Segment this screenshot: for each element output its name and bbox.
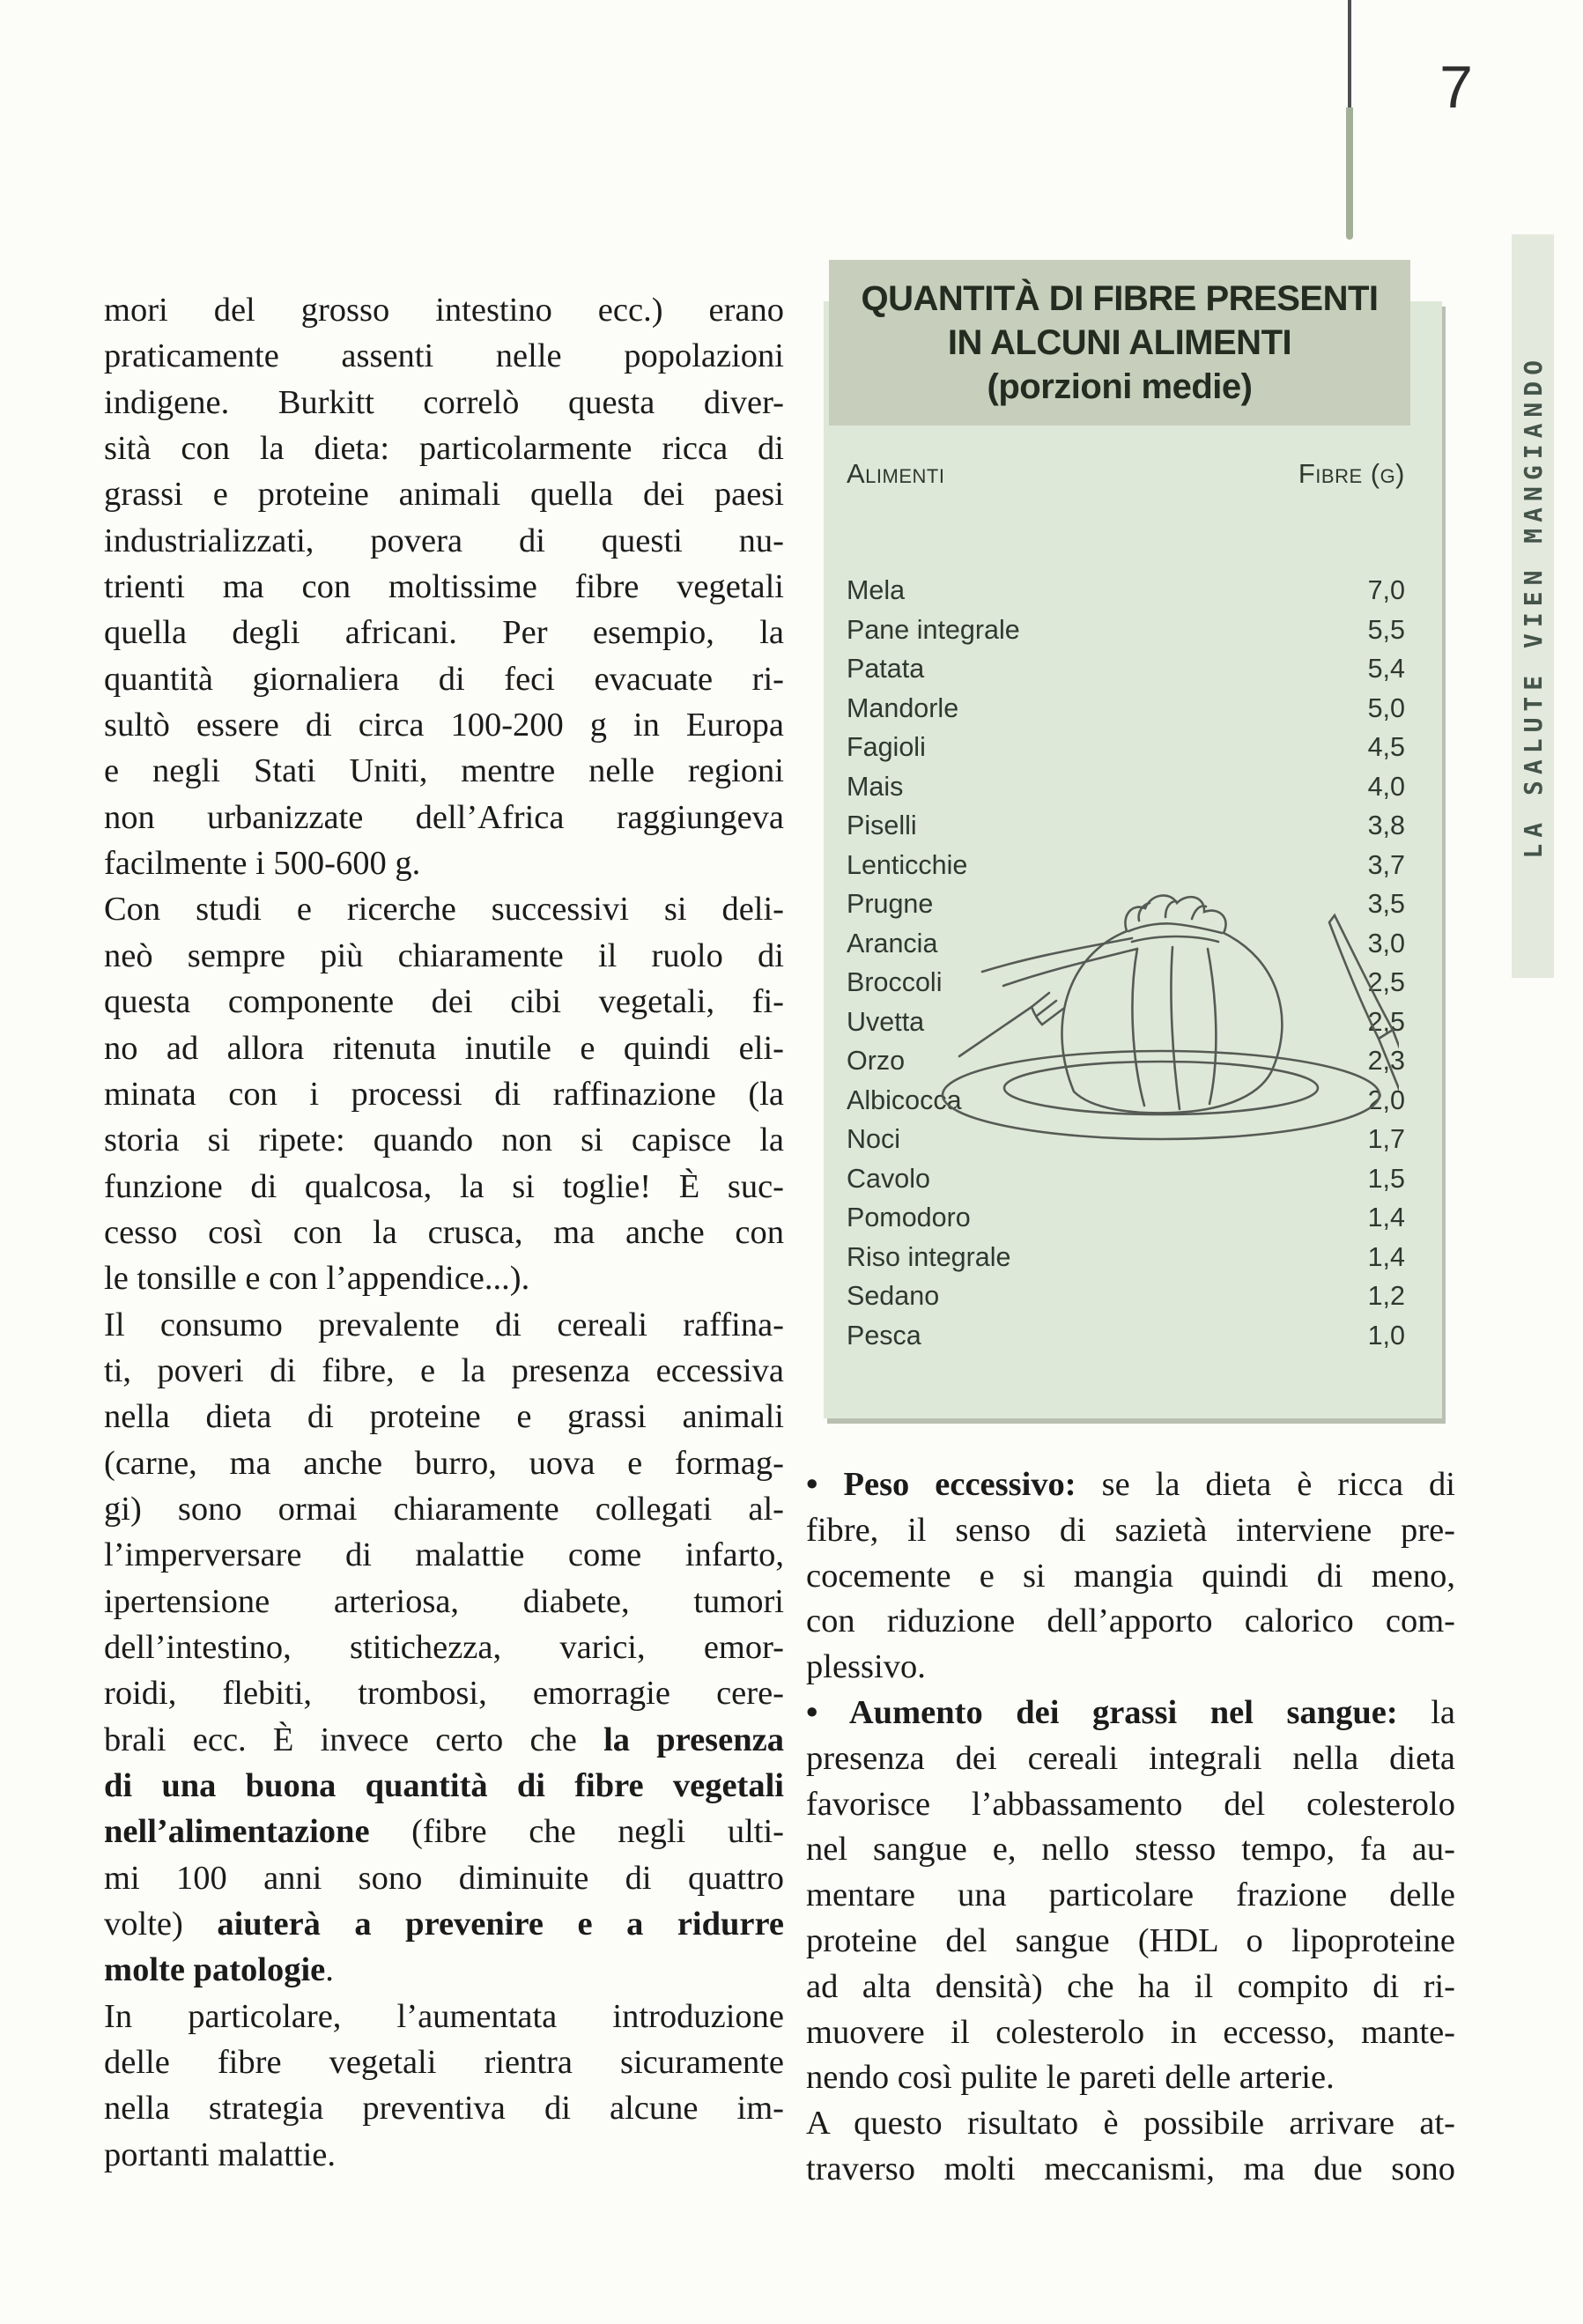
text-line: indigene. Burkitt correlò questa diver- (104, 383, 784, 421)
text-line: traverso molti meccanismi, ma due sono (806, 2150, 1455, 2187)
food-name: Sedano (847, 1281, 940, 1311)
food-name: Lenticchie (847, 849, 968, 880)
top-divider-dark (1348, 0, 1351, 113)
text-line: mentare una particolare frazione delle (806, 1876, 1455, 1914)
table-row (847, 1159, 1405, 1199)
text-line: quantità giornaliera di feci evacuate ri- (104, 660, 784, 698)
text-line: Il consumo prevalente di cereali raffina- (104, 1306, 784, 1343)
text-line: sultò essere di circa 100-200 g in Europa (104, 707, 784, 744)
fiber-value: 4,5 (1367, 732, 1405, 762)
fiber-value: 4,0 (1367, 771, 1405, 802)
table-row (847, 689, 1405, 729)
table-title-line: IN ALCUNI ALIMENTI (947, 323, 1292, 362)
fiber-value: 1,2 (1367, 1281, 1405, 1311)
table-row (847, 728, 1405, 767)
fiber-value: 1,4 (1367, 1203, 1405, 1232)
text-line: gi) sono ormai chiaramente collegati al- (104, 1490, 784, 1528)
text-line: funzione di qualcosa, la si toglie! È suc- (104, 1167, 784, 1205)
text-line: roidi, flebiti, trombosi, emorragie cere- (104, 1675, 784, 1713)
text-line: quella degli africani. Per esempio, la (104, 614, 784, 652)
text-line: le tonsille e con l’appendice...). (104, 1260, 530, 1298)
text-line: non urbanizzate dell’Africa raggiungeva (104, 798, 784, 836)
text-line: sità con la dieta: particolarmente ricca di (104, 430, 784, 468)
text-line: plessivo. (806, 1648, 926, 1686)
food-name: Pomodoro (847, 1203, 971, 1232)
text-line: (carne, ma anche burro, uova e formag- (104, 1444, 784, 1482)
fiber-value: 3,0 (1367, 928, 1405, 958)
fiber-value: 5,4 (1367, 654, 1405, 684)
fiber-value: 2,0 (1367, 1084, 1405, 1115)
text-line: brali ecc. È invece certo che la presenza (104, 1721, 784, 1758)
food-name: Noci (847, 1124, 901, 1154)
text-line: A questo risultato è possibile arrivare at- (806, 2105, 1455, 2143)
fiber-value: 3,7 (1367, 849, 1405, 880)
food-name: Patata (847, 654, 925, 684)
fiber-table-box (824, 279, 1442, 1418)
text-line: dell’intestino, stitichezza, varici, emor- (104, 1628, 784, 1666)
text-line: questa componente dei cibi vegetali, fi- (104, 983, 784, 1021)
text-line: nell’alimentazione (fibre che negli ulti- (104, 1813, 784, 1851)
text-line: portanti malattie. (104, 2135, 336, 2173)
text-line: nella strategia preventiva di alcune im- (104, 2090, 784, 2128)
text-line: • Aumento dei grassi nel sangue: la (806, 1693, 1455, 1731)
fiber-value: 2,5 (1367, 967, 1405, 997)
table-row (847, 1198, 1405, 1238)
text-line: fibre, il senso di sazietà interviene pre- (806, 1511, 1455, 1549)
text-line: storia si ripete: quando non si capisce la (104, 1121, 784, 1159)
food-name: Cavolo (847, 1163, 930, 1194)
table-column-headers (847, 458, 1405, 490)
food-name: Broccoli (847, 967, 943, 997)
fiber-value: 1,0 (1367, 1320, 1405, 1351)
food-name: Prugne (847, 889, 934, 919)
table-row (847, 1277, 1405, 1316)
food-name: Riso integrale (847, 1241, 1011, 1272)
fiber-value: 1,5 (1367, 1163, 1405, 1194)
text-line: volte) aiuterà a prevenire e a ridurre (104, 1906, 784, 1943)
table-row (847, 767, 1405, 807)
left-column (104, 287, 784, 2178)
text-line: con riduzione dell’apporto calorico com- (806, 1602, 1455, 1640)
fiber-value: 3,5 (1367, 889, 1405, 919)
text-line: ad alta densità) che ha il compito di ri- (806, 1967, 1455, 2005)
text-line: nella dieta di proteine e grassi animali (104, 1398, 784, 1436)
text-line: minata con i processi di raffinazione (la (104, 1075, 784, 1113)
right-column (806, 1462, 1455, 2193)
text-line: grassi e proteine animali quella dei paesi (104, 476, 784, 514)
text-line: industrializzati, povera di questi nu- (104, 522, 784, 559)
table-title (829, 260, 1410, 426)
page-number: 7 (1439, 54, 1473, 121)
fiber-value: 7,0 (1367, 575, 1405, 605)
text-line: praticamente assenti nelle popolazioni (104, 337, 784, 375)
text-line: muovere il colesterolo in eccesso, mante- (806, 2013, 1455, 2051)
text-line: mori del grosso intestino ecc.) erano (104, 292, 784, 329)
fiber-value: 5,5 (1367, 614, 1405, 645)
text-line: presenza dei cereali integrali nella dieta (806, 1739, 1455, 1777)
food-name: Arancia (847, 928, 938, 958)
top-divider-green (1346, 107, 1353, 240)
text-line: e negli Stati Uniti, mentre nelle regioni (104, 752, 784, 790)
table-title-line: (porzioni medie) (987, 367, 1253, 406)
text-line: Con studi e ricerche successivi si deli- (104, 891, 784, 929)
food-name: Orzo (847, 1046, 906, 1076)
text-line: trienti ma con moltissime fibre vegetali (104, 568, 784, 606)
table-row (847, 1238, 1405, 1277)
food-name: Mais (847, 771, 904, 802)
text-line: • Peso eccessivo: se la dieta è ricca di (806, 1466, 1455, 1503)
text-line: In particolare, l’aumentata introduzione (104, 1997, 784, 2035)
text-line: nel sangue e, nello stesso tempo, fa au- (806, 1831, 1455, 1869)
fiber-value: 2,5 (1367, 1006, 1405, 1037)
text-line: mi 100 anni sono diminuite di quattro (104, 1859, 784, 1897)
table-title-line: QUANTITÀ DI FIBRE PRESENTI (861, 279, 1379, 318)
food-name: Uvetta (847, 1006, 925, 1037)
fiber-value: 3,8 (1367, 810, 1405, 840)
table-row (847, 571, 1405, 611)
sidebar-label: LA SALUTE VIEN MANGIANDO (1518, 353, 1548, 859)
sidebar-strip (1512, 234, 1554, 978)
text-line: no ad allora ritenuta inutile e quindi eli- (104, 1029, 784, 1067)
food-name: Albicocca (847, 1084, 962, 1115)
column-header-food: Alimenti (847, 458, 945, 489)
food-name: Fagioli (847, 732, 926, 762)
text-line: ipertensione arteriosa, diabete, tumori (104, 1582, 784, 1620)
table-row (847, 611, 1405, 650)
fiber-value: 1,7 (1367, 1124, 1405, 1154)
fiber-value: 5,0 (1367, 692, 1405, 723)
text-line: facilmente i 500-600 g. (104, 845, 421, 883)
sack-plate-illustration (901, 808, 1399, 1156)
table-row (847, 649, 1405, 689)
food-name: Piselli (847, 810, 917, 840)
text-line: molte patologie. (104, 1951, 334, 1989)
food-name: Pesca (847, 1320, 921, 1351)
table-row (847, 1316, 1405, 1356)
text-line: nendo così pulite le pareti delle arterie. (806, 2059, 1335, 2097)
text-line: cesso così con la crusca, ma anche con (104, 1213, 784, 1251)
text-line: delle fibre vegetali rientra sicuramente (104, 2044, 784, 2082)
text-line: favorisce l’abbassamento del colesterolo (806, 1785, 1455, 1823)
food-name: Mela (847, 575, 906, 605)
text-line: neò sempre più chiaramente il ruolo di (104, 936, 784, 974)
text-line: l’imperversare di malattie come infarto, (104, 1536, 784, 1574)
text-line: di una buona quantità di fibre vegetali (104, 1767, 784, 1804)
text-line: ti, poveri di fibre, e la presenza eccessiva (104, 1351, 784, 1389)
column-header-fiber: Fibre (g) (1298, 458, 1405, 489)
food-name: Mandorle (847, 692, 959, 723)
fiber-value: 1,4 (1367, 1241, 1405, 1272)
food-name: Pane integrale (847, 614, 1020, 645)
fiber-value: 2,3 (1367, 1046, 1405, 1076)
text-line: cocemente e si mangia quindi di meno, (806, 1557, 1455, 1595)
text-line: proteine del sangue (HDL o lipoproteine (806, 1921, 1455, 1959)
